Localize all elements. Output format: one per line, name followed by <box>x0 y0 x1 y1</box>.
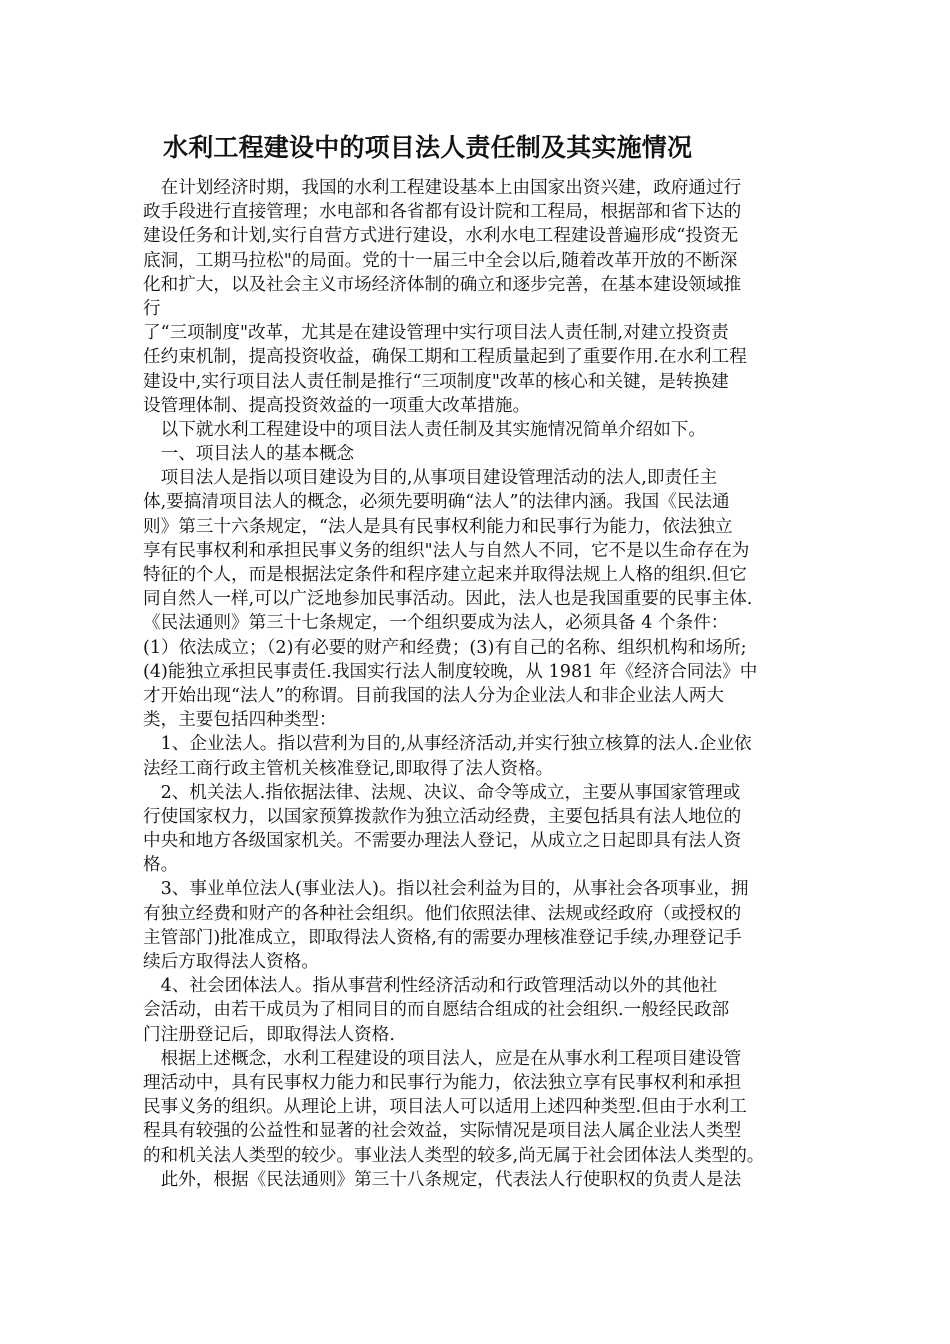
body-line: 行 <box>143 298 161 319</box>
body-line: 有独立经费和财产的各种社会组织。他们依照法律、法规或经政府（或授权的 <box>143 903 742 924</box>
body-line: 化和扩大，以及社会主义市场经济体制的确立和逐步完善，在基本建设领域推 <box>143 274 742 295</box>
body-line: 主管部门)批准成立，即取得法人资格,有的需要办理核准登记手续,办理登记手 <box>143 927 742 948</box>
body-line: 建设任务和计划,实行自营方式进行建设，水利水电工程建设普遍形成“投资无 <box>143 226 739 247</box>
body-line: 《民法通则》第三十七条规定，一个组织要成为法人，必须具备 4 个条件： <box>143 613 729 634</box>
body-line: (1）依法成立；（2)有必要的财产和经费；(3)有自己的名称、组织机构和场所; <box>143 637 747 658</box>
body-line: 程具有较强的公益性和显著的社会效益，实际情况是项目法人属企业法人类型 <box>143 1121 742 1142</box>
body-line: 项目法人是指以项目建设为目的,从事项目建设管理活动的法人,即责任主 <box>143 468 718 489</box>
body-line: 任约束机制，提高投资收益，确保工期和工程质量起到了重要作用.在水利工程 <box>143 347 747 368</box>
body-line: 底洞，工期马拉松"的局面。党的十一届三中全会以后,随着改革开放的不断深 <box>143 250 738 271</box>
body-line: 3、事业单位法人(事业法人)。指以社会利益为目的，从事社会各项事业，拥 <box>143 879 749 900</box>
body-line: 2、机关法人.指依据法律、法规、决议、命令等成立，主要从事国家管理或 <box>143 782 741 803</box>
body-line: (4)能独立承担民事责任.我国实行法人制度较晚，从 1981 年《经济合同法》中 <box>143 661 758 682</box>
body-line: 会活动，由若干成员为了相同目的而自愿结合组成的社会组织.一般经民政部 <box>143 1000 730 1021</box>
body-line: 才开始出现“法人”的称谓。目前我国的法人分为企业法人和非企业法人两大 <box>143 685 724 706</box>
body-line: 门注册登记后，即取得法人资格. <box>143 1024 395 1045</box>
body-line: 则》第三十六条规定，“法人是具有民事权利能力和民事行为能力，依法独立 <box>143 516 733 537</box>
body-line: 1、企业法人。指以营利为目的,从事经济活动,并实行独立核算的法人.企业依 <box>143 734 752 755</box>
body-line: 以下就水利工程建设中的项目法人责任制及其实施情况简单介绍如下。 <box>143 419 707 440</box>
body-line: 民事义务的组织。从理论上讲，项目法人可以适用上述四种类型.但由于水利工 <box>143 1097 747 1118</box>
body-line: 在计划经济时期，我国的水利工程建设基本上由国家出资兴建，政府通过行 <box>143 178 742 198</box>
body-line: 理活动中，具有民事权力能力和民事行为能力，依法独立享有民事权利和承担 <box>143 1072 742 1093</box>
body-line: 此外，根据《民法通则》第三十八条规定，代表法人行使职权的负责人是法 <box>143 1169 742 1190</box>
body-line: 行使国家权力，以国家预算拨款作为独立活动经费，主要包括具有法人地位的 <box>143 806 742 827</box>
body-line: 类，主要包括四种类型： <box>143 710 337 731</box>
body-line: 了“三项制度"改革，尤其是在建设管理中实行项目法人责任制,对建立投资责 <box>143 323 729 344</box>
body-line: 设管理体制、提高投资效益的一项重大改革措施。 <box>143 395 531 416</box>
document-body <box>143 176 815 1192</box>
body-line: 4、社会团体法人。指从事营利性经济活动和行政管理活动以外的其他社 <box>143 976 718 997</box>
body-line: 一、项目法人的基本概念 <box>143 444 355 465</box>
body-line: 根据上述概念，水利工程建设的项目法人，应是在从事水利工程项目建设管 <box>143 1048 742 1069</box>
body-line: 格。 <box>143 855 179 876</box>
body-line: 续后方取得法人资格。 <box>143 952 319 972</box>
body-line: 法经工商行政主管机关核准登记,即取得了法人资格。 <box>143 758 554 779</box>
body-line: 同自然人一样,可以广泛地参加民事活动。因此，法人也是我国重要的民事主体. <box>143 589 753 610</box>
body-line: 体,要搞清项目法人的概念，必须先要明确“法人”的法律内涵。我国《民法通 <box>143 492 730 513</box>
document-title: 水利工程建设中的项目法人责任制及其实施情况 <box>163 133 693 162</box>
body-line: 政手段进行直接管理；水电部和各省都有设计院和工程局，根据部和省下达的 <box>143 202 742 223</box>
body-line: 的和机关法人类型的较少。事业法人类型的较多,尚无属于社会团体法人类型的。 <box>143 1145 765 1166</box>
body-line: 享有民事权利和承担民事义务的组织"法人与自然人不同，它不是以生命存在为 <box>143 540 750 561</box>
body-line: 中央和地方各级国家机关。不需要办理法人登记，从成立之日起即具有法人资 <box>143 831 742 852</box>
body-line: 特征的个人，而是根据法定条件和程序建立起来并取得法规上人格的组织.但它 <box>143 565 747 585</box>
body-line: 建设中,实行项目法人责任制是推行“三项制度"改革的核心和关键，是转换建 <box>143 371 729 392</box>
